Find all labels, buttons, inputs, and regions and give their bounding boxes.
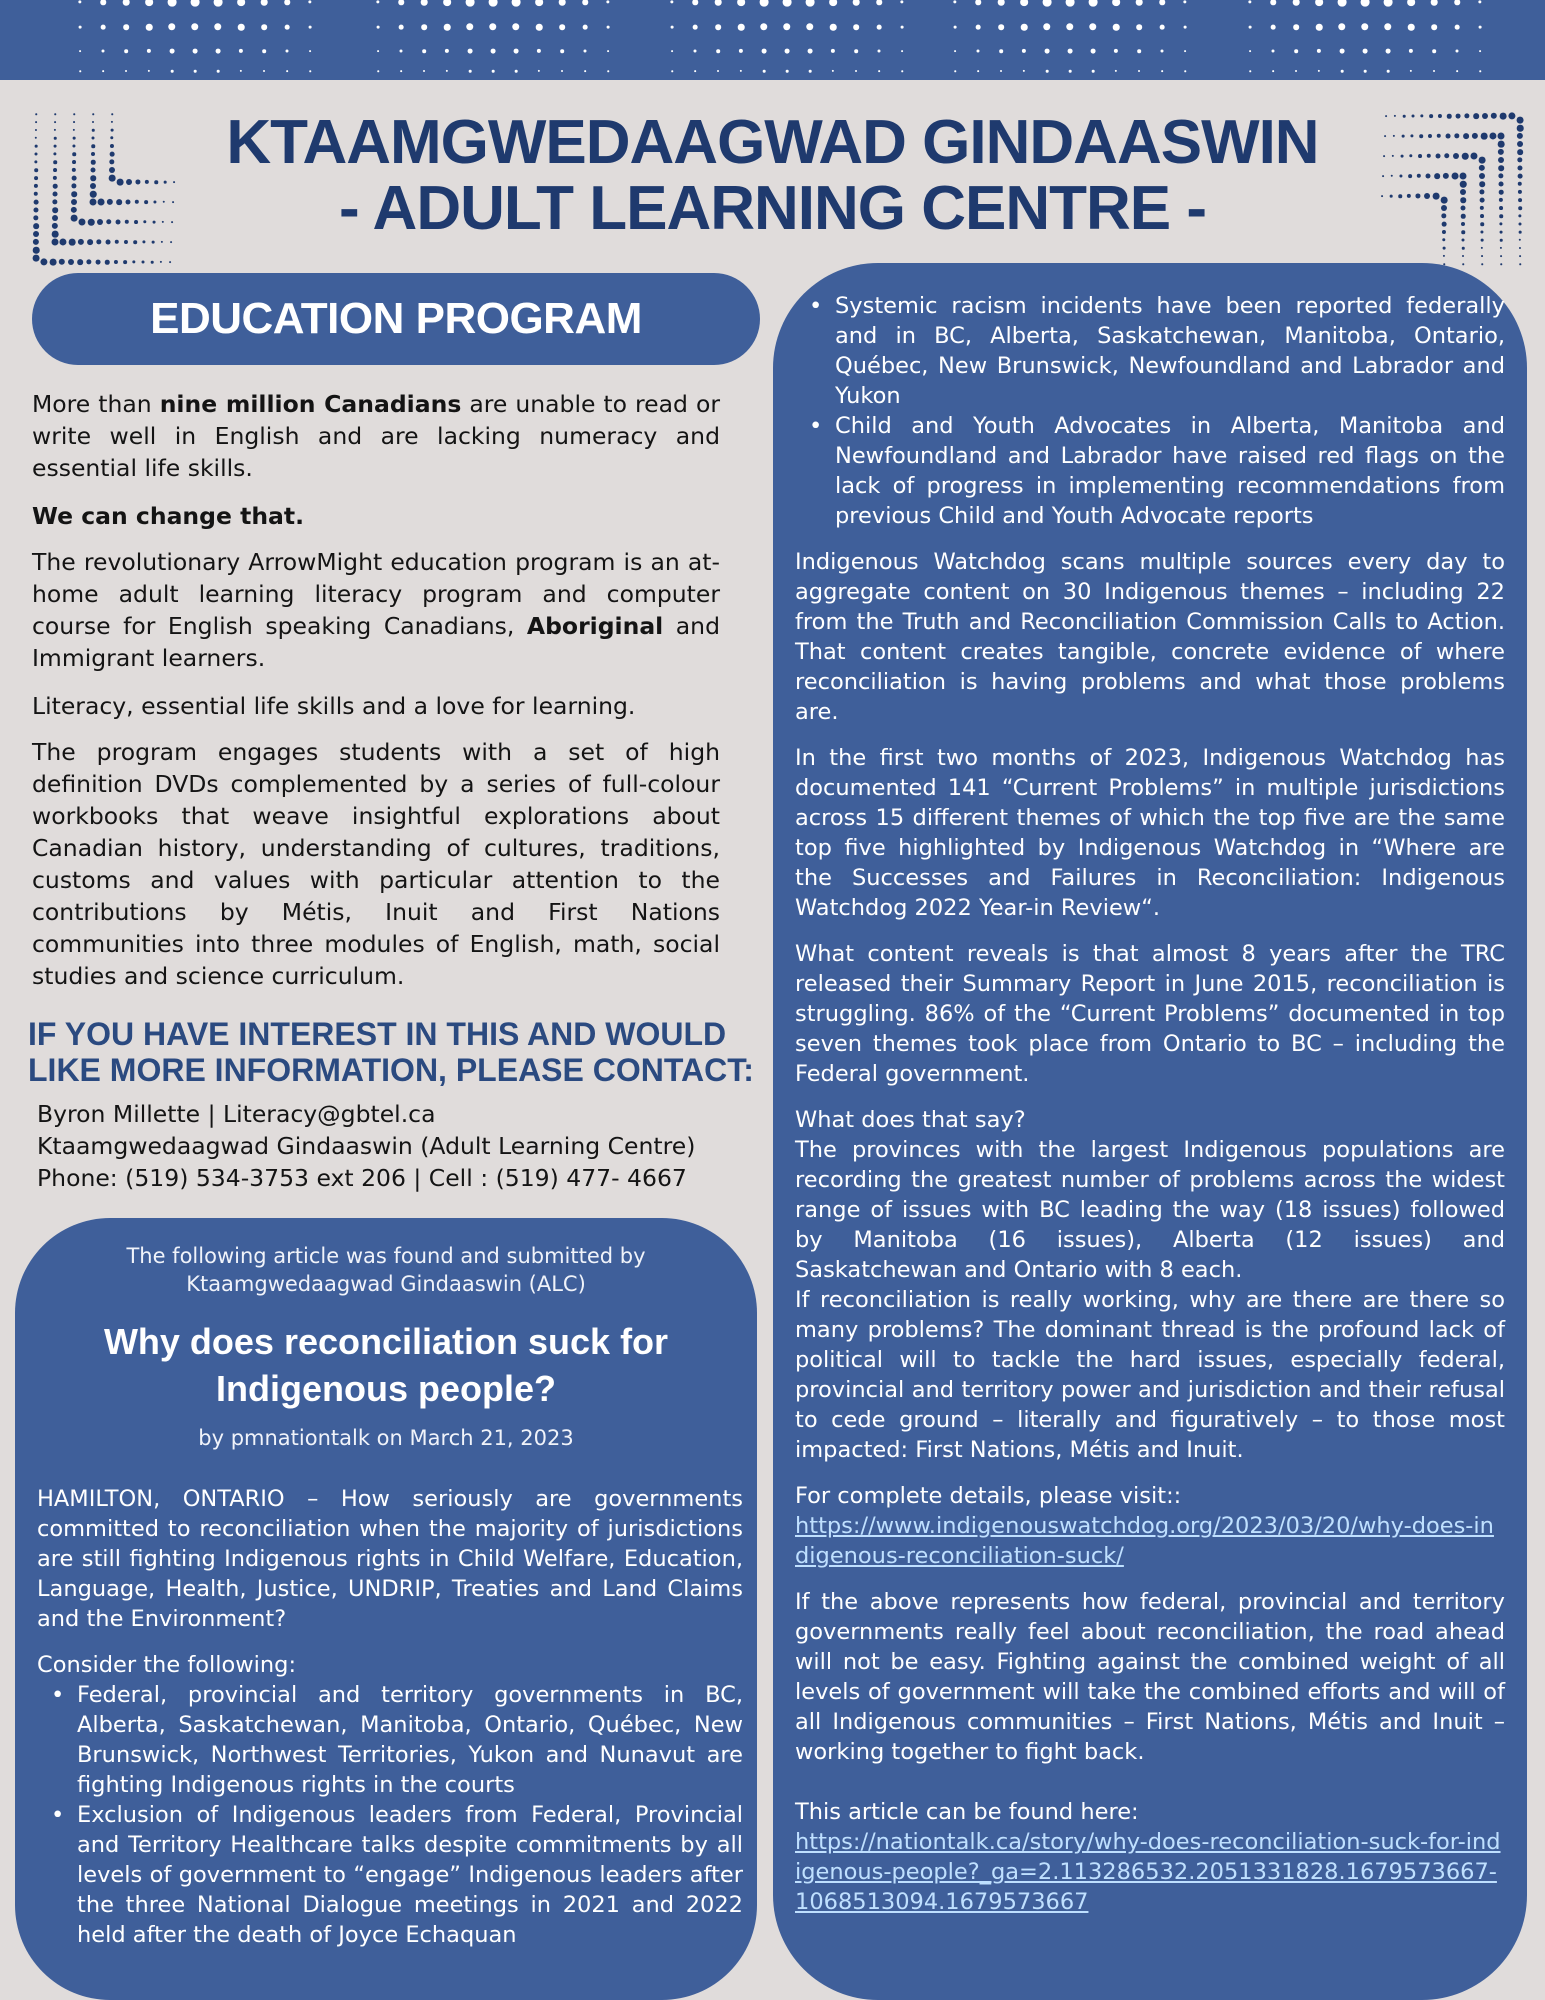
emphasis: We can change that. <box>32 502 305 530</box>
contact-email[interactable]: Literacy@gbtel.ca <box>222 1100 436 1128</box>
contact-info <box>37 1098 767 1194</box>
what-does-that-say: What does that say? <box>795 1107 1026 1133</box>
found-label: This article can be found here: <box>795 1799 1139 1825</box>
list-item: • Systemic racism incidents have been reported federally and in BC, Alberta, Saskatchewan, Manitoba, Ontario, Québec, New Brunswick, Newfoundland and Labrador and Yukon <box>795 291 1505 411</box>
contact-line-name <box>37 1098 767 1130</box>
change-statement <box>32 500 720 532</box>
program-paragraph <box>32 546 720 674</box>
submitted-note <box>15 1242 757 1298</box>
curriculum-paragraph: The program engages students with a set of high definition DVDs complemented by a series of full-colour workbooks that weave insightful explorations about Canadian history, understanding of cultures, traditions, customs and values with particular attention to the contributions by Métis, Inuit and First Nations communities into three modules of English, math, social studies and science curriculum. <box>32 738 720 990</box>
if-working-paragraph: If reconciliation is really working, why are there are there so many problems? The dominant thread is the profound lack of political will to tackle the hard issues, especially federal, provincial and territory power and jurisdiction and their refusal to cede ground – literally and figuratively – to those most impacted: First Nations, Métis and Inuit. <box>795 1287 1505 1463</box>
page-title-line2: - ADULT LEARNING CENTRE - <box>338 174 1207 243</box>
found-block <box>795 1797 1505 1917</box>
list-item: • Child and Youth Advocates in Alberta, Manitoba and Newfoundland and Labrador have raised red flags on the lack of progress in implementing recommendations from previous Child and Youth Advocate reports <box>795 411 1505 531</box>
article-title <box>15 1318 757 1412</box>
watchdog-paragraph: Indigenous Watchdog scans multiple sources every day to aggregate content on 30 Indigenous themes – including 22 from the Truth and Reconciliation Commission Calls to Action. That content creates tangible, concrete evidence of where reconciliation is having problems and what those problems are. <box>795 549 1505 725</box>
provinces-paragraph: The provinces with the largest Indigenous populations are recording the greatest number of problems across the widest range of issues with BC leading the way (18 issues) followed by Manitoba (16 issues), Alberta (12 issues) and Saskatchewan and Ontario with 8 each. <box>795 1137 1505 1283</box>
article-panel-right <box>773 263 1527 2000</box>
contact-line-phone: Phone: (519) 534-3753 ext 206 | Cell : (519) 477- 4667 <box>37 1164 687 1192</box>
article-body-left <box>37 1484 743 1950</box>
details-block <box>795 1481 1505 1571</box>
road-ahead-paragraph: If the above represents how federal, provincial and territory governments really feel about reconciliation, the road ahead will not be easy. Fighting against the combined weight of all levels of government will take the combined efforts and will of all Indigenous communities – First Nations, Métis and Inuit – working together to fight back. <box>795 1589 1505 1765</box>
article-title-line: Indigenous people? <box>216 1368 556 1409</box>
education-body <box>32 388 720 1008</box>
list-item: • Exclusion of Indigenous leaders from Federal, Provincial and Territory Healthcare talks despite commitments by all levels of government to “engage” Indigenous leaders after the three National Dialogue meetings in 2021 and 2022 held after the death of Joyce Echaquan <box>37 1800 743 1950</box>
details-link[interactable]: https://www.indigenouswatchdog.org/2023/03/20/why-does-indigenous-reconciliation-suck/ <box>795 1513 1494 1569</box>
article-intro: HAMILTON, ONTARIO – How seriously are governments committed to reconciliation when the majority of jurisdictions are still fighting Indigenous rights in Child Welfare, Education, Language, Health, Justice, UNDRIP, Treaties and Land Claims and the Environment? <box>37 1486 743 1632</box>
article-byline: by pmnationtalk on March 21, 2023 <box>198 1426 574 1450</box>
first-two-months-paragraph: In the first two months of 2023, Indigenous Watchdog has documented 141 “Current Problems” in multiple jurisdictions across 15 different themes of which the top five are the same top five highlighted by Indigenous Watchdog in “Where are the Successes and Failures in Reconciliation: Indigenous Watchdog 2022 Year-in Review“. <box>795 745 1505 921</box>
emphasis: nine million Canadians <box>159 390 462 418</box>
education-program-heading: EDUCATION PROGRAM <box>150 294 642 343</box>
article-panel-left <box>15 1218 757 2000</box>
emphasis: Aboriginal <box>526 612 664 640</box>
tagline-paragraph: Literacy, essential life skills and a love for learning. <box>32 692 636 720</box>
submitted-line: The following article was found and submitted by <box>126 1244 646 1268</box>
article-title-line: Why does reconciliation suck for <box>103 1321 669 1362</box>
article-body-right <box>795 291 1505 1933</box>
contact-heading: IF YOU HAVE INTEREST IN THIS AND WOULD LIKE MORE INFORMATION, PLEASE CONTACT: <box>28 1016 754 1088</box>
text: More than <box>32 390 160 418</box>
text: The revolutionary ArrowMight education program is an at-home adult learning literacy program and computer course for English speaking Canadians, <box>32 548 720 640</box>
text: are unable to read or write well in English and are lacking numeracy and essential life skills. <box>32 390 721 482</box>
text: and Immigrant learners. <box>32 612 720 672</box>
article-source-link[interactable]: https://nationtalk.ca/story/why-does-reconciliation-suck-for-indigenous-people?_ga=2.113286532.2051331828.1679573667-1068513094.1679573667 <box>795 1829 1501 1915</box>
contact-name: Byron Millette | <box>37 1100 223 1128</box>
top-dot-pattern-band <box>0 0 1545 80</box>
consider-label: Consider the following: <box>37 1652 297 1678</box>
education-program-banner <box>32 273 760 365</box>
article-bullets-right <box>795 291 1505 531</box>
article-bullets-left <box>37 1680 743 1950</box>
reveals-paragraph: What content reveals is that almost 8 years after the TRC released their Summary Report in June 2015, reconciliation is struggling. 86% of the “Current Problems” documented in top seven themes took place from Ontario to BC – including the Federal government. <box>795 941 1505 1087</box>
contact-line-org: Ktaamgwedaagwad Gindaaswin (Adult Learning Centre) <box>37 1132 696 1160</box>
intro-paragraph <box>32 388 720 484</box>
list-item: • Federal, provincial and territory governments in BC, Alberta, Saskatchewan, Manitoba, Ontario, Québec, New Brunswick, Northwest Territories, Yukon and Nunavut are fighting Indigenous rights in the courts <box>37 1680 743 1800</box>
details-label: For complete details, please visit:: <box>795 1483 1182 1509</box>
page-title-line1: KTAAMGWEDAAGWAD GINDAASWIN <box>226 108 1319 177</box>
submitted-line: Ktaamgwedaagwad Gindaaswin (ALC) <box>186 1272 586 1296</box>
